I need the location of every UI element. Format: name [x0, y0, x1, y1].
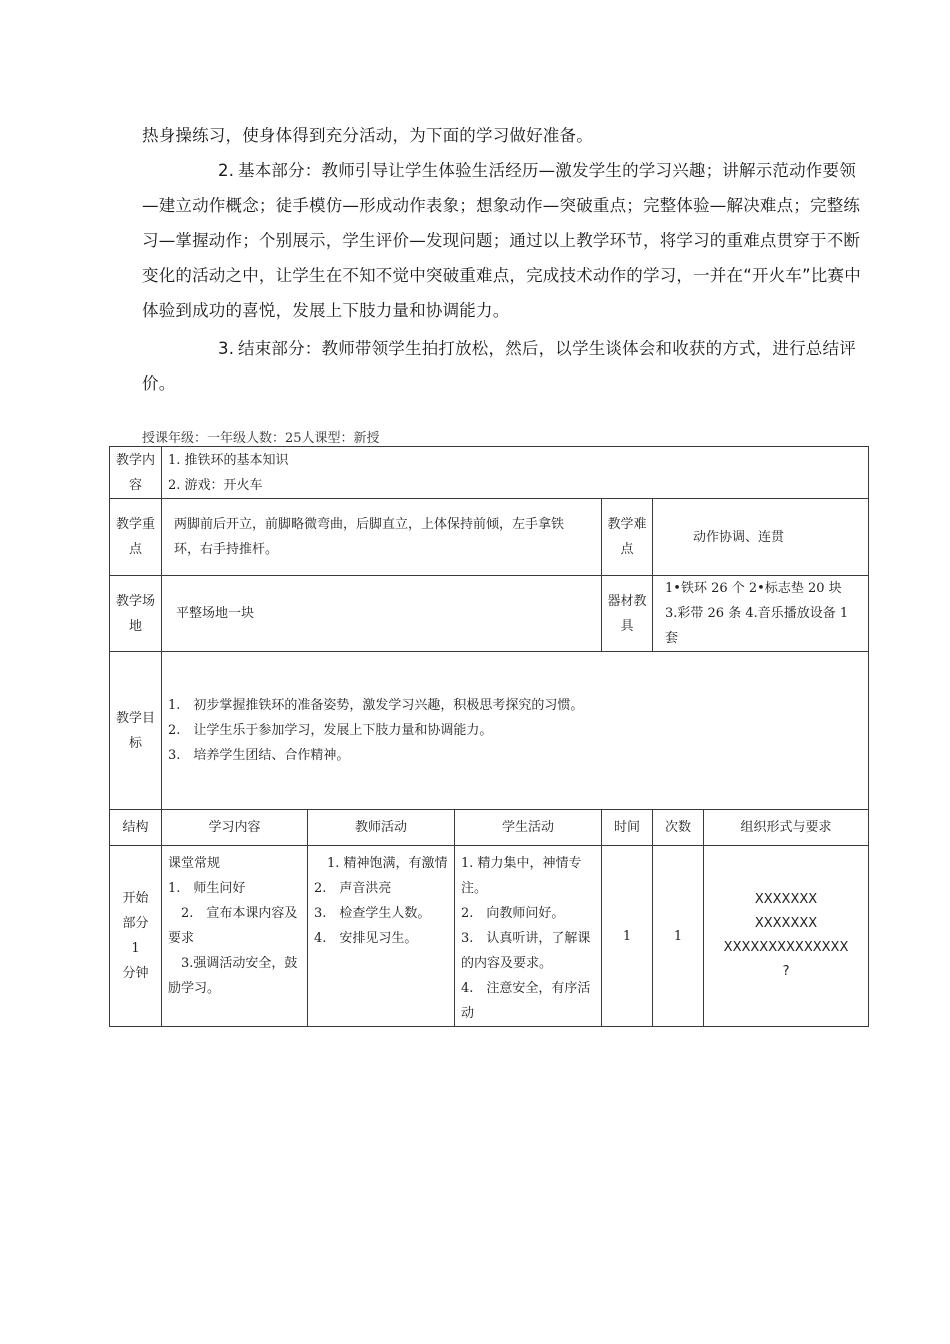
content-label: 教学内容 — [110, 447, 162, 499]
intro-paragraph-3 — [142, 331, 872, 401]
equipment-line: 3.彩带 26 条 4.音乐播放设备 1 套 — [665, 606, 849, 646]
student-line: 3. 认真听讲，了解课的内容及要求。 — [461, 931, 591, 971]
key-text: 两脚前后开立，前脚略微弯曲，后脚直立，上体保持前倾，左手拿铁环，右手持推杆。 — [162, 499, 602, 576]
content-line: 1. 师生问好 — [168, 881, 246, 896]
teacher-line: 2. 声音洪亮 — [314, 881, 392, 896]
count-cell: 1 — [653, 846, 704, 1027]
content-line: 课堂常规 — [168, 856, 221, 871]
student-line: 2. 向教师问好。 — [461, 906, 565, 921]
venue-text: 平整场地一块 — [162, 576, 602, 652]
header-row — [110, 810, 869, 846]
goal-item: 3. 培养学生团结、合作精神。 — [168, 748, 350, 763]
structure-line: 分钟 — [122, 966, 149, 981]
intro-paragraph-2 — [142, 153, 872, 328]
content-line: 2. 宣布本课内容及要求 — [168, 906, 298, 946]
header-formation: 组织形式与要求 — [704, 810, 869, 846]
content-item: 2. 游戏：开火车 — [168, 477, 263, 493]
header-teacher: 教师活动 — [308, 810, 455, 846]
equipment-label: 器材教具 — [602, 576, 653, 652]
paragraph-number: 2. — [218, 161, 235, 180]
content-line: 3.强调活动安全，鼓励学习。 — [168, 956, 298, 996]
structure-line: 开始 — [122, 891, 149, 906]
class-meta-line: 授课年级：一年级人数：25人课型：新授 — [142, 431, 380, 446]
key-row — [110, 499, 869, 576]
paragraph-text: 结束部分：教师带领学生拍打放松，然后，以学生谈体会和收获的方式，进行总结评价。 — [142, 339, 856, 393]
intro-paragraph-1: 热身操练习，使身体得到充分活动，为下面的学习做好准备。 — [142, 126, 593, 145]
header-structure: 结构 — [110, 810, 162, 846]
equipment-cell — [653, 576, 869, 652]
table-row — [110, 846, 869, 1027]
teacher-line: 4. 安排见习生。 — [314, 931, 418, 946]
structure-cell — [110, 846, 162, 1027]
teacher-line: 1. 精神饱满，有激情 — [314, 856, 448, 871]
formation-line: ? — [782, 964, 790, 979]
student-line: 4. 注意安全，有序活动 — [461, 981, 591, 1021]
header-content: 学习内容 — [162, 810, 308, 846]
goal-item: 2. 让学生乐于参加学习，发展上下肢力量和协调能力。 — [168, 723, 493, 738]
lesson-plan-table — [109, 446, 869, 1027]
student-activity-cell — [455, 846, 602, 1027]
formation-line: XXXXXXXXXXXXXX — [723, 940, 849, 955]
goal-item: 1. 初步掌握推铁环的准备姿势，激发学习兴趣，积极思考探究的习惯。 — [168, 698, 584, 713]
teacher-activity-cell — [308, 846, 455, 1027]
paragraph-text: 基本部分：教师引导让学生体验生活经历—激发学生的学习兴趣；讲解示范动作要领—建立动作概念；徒手模仿—形成动作表象；想象动作—突破重点；完整体验—解决难点；完整练习—掌握动作；个别展示，学生评价—发现问题；通过以上教学环节，将学习的重难点贯穿于不断变化的活动之中，让学生在不知不觉中突破重难点，完成技术动作的学习，一并在“开火车”比赛中体验到成功的喜悦，发展上下肢力量和协调能力。 — [142, 161, 861, 320]
goals-label: 教学目标 — [110, 652, 162, 810]
formation-line: XXXXXXX — [754, 916, 818, 931]
structure-line: 1 — [131, 941, 140, 956]
key-label: 教学重点 — [110, 499, 162, 576]
formation-line: XXXXXXX — [754, 892, 818, 907]
venue-row — [110, 576, 869, 652]
paragraph-number: 3. — [218, 339, 235, 358]
student-line: 1. 精力集中，神情专注。 — [461, 856, 582, 896]
equipment-line: 1•铁环 26 个 2•标志垫 20 块 — [665, 581, 842, 596]
formation-cell — [704, 846, 869, 1027]
goals-cell — [162, 652, 869, 810]
venue-label: 教学场地 — [110, 576, 162, 652]
learning-content-cell — [162, 846, 308, 1027]
time-cell: 1 — [602, 846, 653, 1027]
structure-line: 部分 — [122, 916, 149, 931]
content-row — [110, 447, 869, 499]
content-item: 1. 推铁环的基本知识 — [168, 452, 289, 468]
goals-row — [110, 652, 869, 810]
header-count: 次数 — [653, 810, 704, 846]
difficulty-text: 动作协调、连贯 — [653, 499, 869, 576]
teacher-line: 3. 检查学生人数。 — [314, 906, 431, 921]
content-cell — [162, 447, 869, 499]
difficulty-label: 教学难点 — [602, 499, 653, 576]
header-student: 学生活动 — [455, 810, 602, 846]
header-time: 时间 — [602, 810, 653, 846]
